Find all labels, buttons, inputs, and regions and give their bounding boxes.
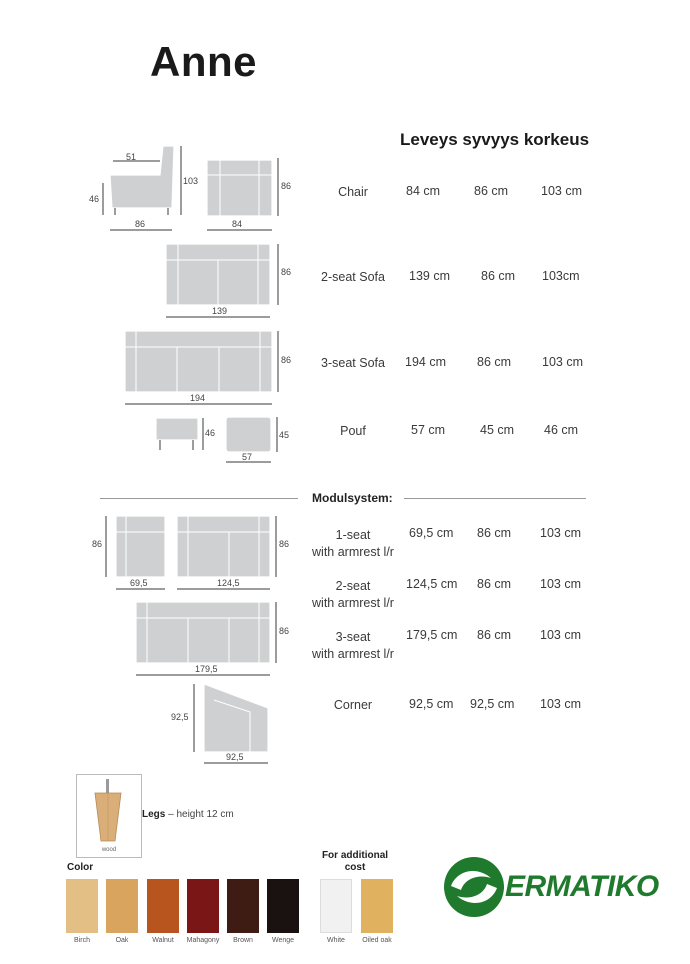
dim-label: 86 — [281, 181, 292, 191]
divider-left — [100, 498, 298, 499]
module-sub-line: with armrest l/r — [312, 545, 394, 559]
product-name: Chair — [338, 185, 368, 199]
module-height: 103 cm — [540, 628, 581, 642]
product-height: 103 cm — [541, 184, 582, 198]
module1-drawing — [116, 516, 165, 577]
product-depth: 86 cm — [474, 184, 509, 198]
swatch-mahagony — [187, 879, 219, 933]
module-width: 124,5 cm — [406, 577, 458, 591]
dim-label: 86 — [135, 219, 146, 229]
module-width: 179,5 cm — [406, 628, 458, 642]
module-height: 103 cm — [540, 577, 581, 591]
module-depth: 92,5 cm — [470, 697, 515, 711]
dim-label: 86 — [281, 355, 292, 365]
product-name: 3-seat Sofa — [321, 356, 385, 370]
corner-drawing — [204, 684, 268, 752]
product-name: Pouf — [340, 424, 366, 438]
product-width: 57 cm — [411, 423, 446, 437]
swatch-white — [320, 879, 352, 933]
swatch-label: Wenge — [271, 937, 295, 944]
swatch-label: Walnut — [152, 937, 174, 944]
swatch-label: Oiled oak — [362, 937, 392, 944]
page-title: Anne — [150, 38, 257, 85]
module-name — [298, 629, 408, 663]
dim-label: 194 — [190, 393, 206, 403]
swatch-label: Mahagony — [186, 937, 220, 944]
module3-drawing — [136, 602, 270, 663]
product-height: 103 cm — [542, 355, 583, 369]
swatch-oiled-oak — [361, 879, 393, 933]
dim-label: 92,5 — [226, 752, 244, 762]
module-height: 103 cm — [540, 526, 581, 540]
pouf-top-drawing — [226, 417, 271, 452]
modulsystem-heading: Modulsystem: — [312, 491, 393, 505]
ermatiko-logo-icon — [443, 856, 505, 918]
dim-label: 86 — [279, 626, 290, 636]
dim-label: 46 — [89, 194, 100, 204]
swatch-brown — [227, 879, 259, 933]
product-depth: 86 cm — [481, 269, 516, 283]
leg-wood-caption: wood — [101, 847, 117, 853]
module-depth: 86 cm — [477, 526, 512, 540]
module-name — [298, 527, 408, 561]
module-sub-line: with armrest l/r — [312, 596, 394, 610]
legs-text: – height 12 cm — [165, 809, 234, 820]
module-name — [298, 578, 408, 612]
leg-sample — [76, 774, 142, 858]
swatch-label: Brown — [233, 937, 253, 944]
module-depth: 86 cm — [477, 628, 512, 642]
product-height: 46 cm — [544, 423, 579, 437]
module-width: 92,5 cm — [409, 697, 454, 711]
swatch-birch — [66, 879, 98, 933]
dim-label: 84 — [232, 219, 243, 229]
product-name: 2-seat Sofa — [321, 270, 385, 284]
dim-label: 69,5 — [130, 578, 148, 588]
swatch-label: White — [327, 937, 345, 944]
module-depth: 86 cm — [477, 577, 512, 591]
module-name: Corner — [333, 698, 373, 712]
dim-label: 46 — [205, 428, 216, 438]
product-depth: 86 cm — [477, 355, 512, 369]
dim-label: 51 — [126, 152, 137, 162]
chair-side-drawing — [110, 146, 174, 208]
dim-label: 45 — [279, 430, 290, 440]
swatch-label: Birch — [74, 937, 90, 944]
module-name-line: 3-seat — [335, 630, 371, 644]
dim-label: 86 — [279, 539, 290, 549]
brand-name: ERMATIKO — [505, 870, 659, 903]
module-height: 103 cm — [540, 697, 581, 711]
dim-label: 92,5 — [171, 712, 189, 722]
module-name-line: 2-seat — [335, 579, 371, 593]
product-width: 84 cm — [406, 184, 441, 198]
legs-title: Legs — [142, 809, 166, 820]
legs-label — [142, 809, 234, 820]
chair-front-drawing — [207, 160, 272, 216]
module2-drawing — [177, 516, 270, 577]
wood-leg-icon — [77, 775, 141, 857]
dim-label: 139 — [212, 306, 228, 316]
swatch-oak — [106, 879, 138, 933]
dim-label: 86 — [92, 539, 103, 549]
product-height: 103cm — [542, 269, 580, 283]
swatch-label: Oak — [115, 937, 129, 944]
additional-cost-label: For additional cost — [321, 850, 389, 873]
dim-label: 179,5 — [195, 664, 218, 674]
module-name-line: 1-seat — [335, 528, 371, 542]
sofa3-drawing — [125, 331, 272, 392]
product-width: 194 cm — [405, 355, 446, 369]
dim-label: 103 — [183, 176, 199, 186]
dimension-header: Leveys syvyys korkeus — [400, 130, 590, 149]
dim-label: 86 — [281, 267, 292, 277]
swatch-wenge — [267, 879, 299, 933]
product-depth: 45 cm — [480, 423, 515, 437]
dim-label: 57 — [242, 452, 253, 462]
swatch-walnut — [147, 879, 179, 933]
color-label: Color — [67, 862, 94, 873]
dim-label: 124,5 — [217, 578, 240, 588]
divider-right — [404, 498, 586, 499]
module-sub-line: with armrest l/r — [312, 647, 394, 661]
module-width: 69,5 cm — [409, 526, 454, 540]
pouf-side-drawing — [156, 418, 198, 440]
product-width: 139 cm — [409, 269, 450, 283]
